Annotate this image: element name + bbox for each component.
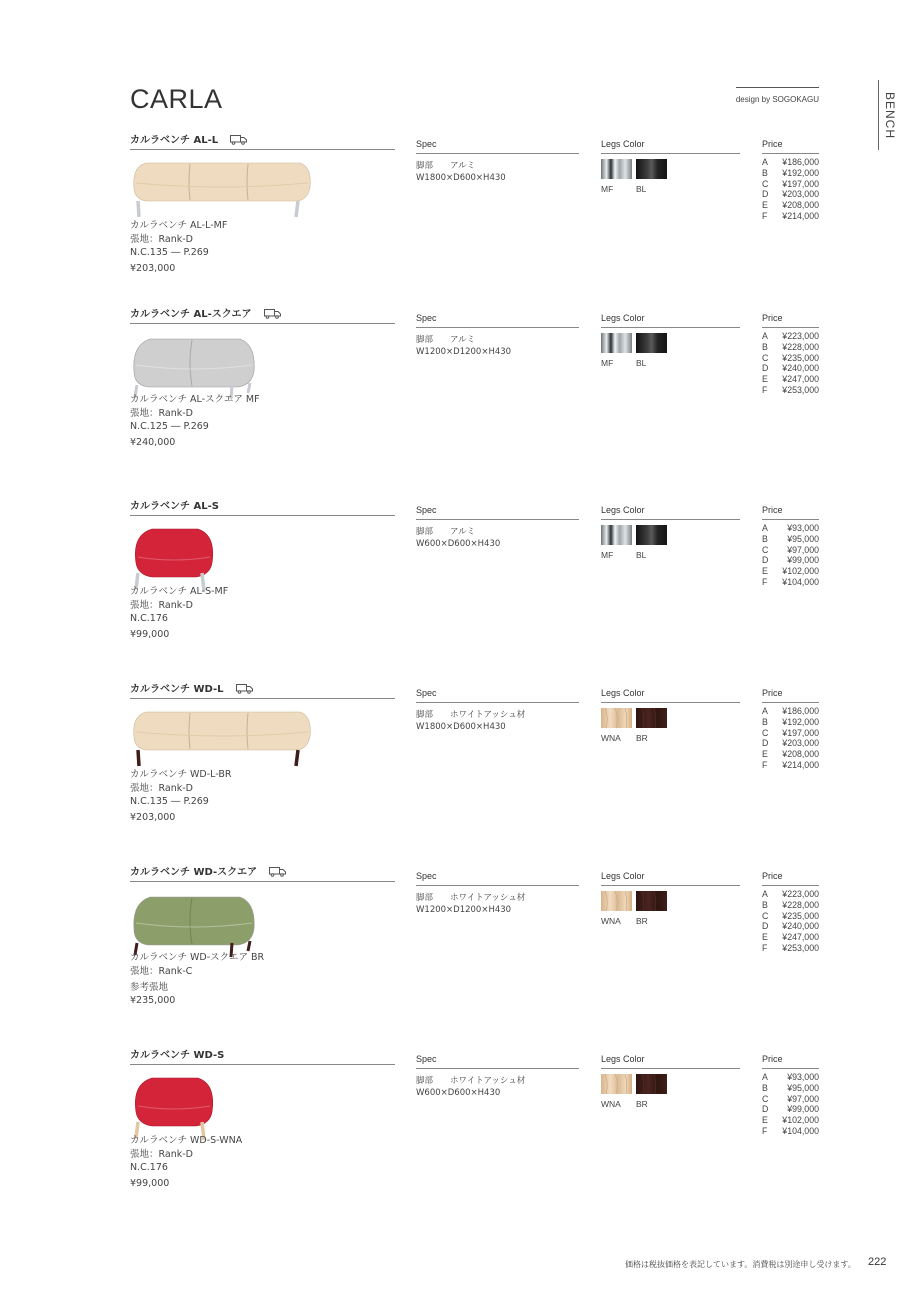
product-price: ¥99,000 (130, 629, 170, 640)
nc-reference: N.C.135 ― P.269 (130, 247, 209, 258)
nc-reference: N.C.135 ― P.269 (130, 796, 209, 807)
price-value: ¥223,000 (782, 889, 819, 899)
legs-color-rule (601, 885, 740, 886)
spec-material-value: ホワイトアッシュ材 (450, 1076, 526, 1086)
price-row (762, 577, 819, 588)
price-rank: C (762, 1093, 769, 1104)
price-row (762, 889, 819, 900)
product-title-text: カルラベンチ WD-S (130, 1050, 225, 1061)
price-value: ¥223,000 (782, 331, 819, 341)
price-rank: A (762, 523, 768, 533)
price-value: ¥208,000 (782, 749, 819, 760)
price-value: ¥197,000 (782, 178, 819, 189)
side-category-label: BENCH (883, 92, 897, 140)
page-number: 222 (868, 1256, 887, 1268)
leg-swatch-brown (636, 708, 667, 728)
product-price: ¥203,000 (130, 812, 176, 823)
price-row (762, 1072, 819, 1083)
price-rank: F (762, 942, 768, 953)
legs-color-rule (601, 153, 740, 154)
price-value: ¥253,000 (782, 384, 819, 395)
price-rank: E (762, 566, 768, 577)
price-value: ¥208,000 (782, 200, 819, 211)
price-row (762, 168, 819, 179)
price-value: ¥228,000 (782, 341, 819, 352)
price-row (762, 1126, 819, 1137)
price-row (762, 1083, 819, 1094)
price-rank: E (762, 1115, 768, 1126)
price-value: ¥186,000 (782, 706, 819, 716)
price-list (762, 889, 819, 954)
price-value: ¥203,000 (782, 189, 819, 200)
price-value: ¥247,000 (782, 374, 819, 385)
price-value: ¥247,000 (782, 932, 819, 943)
price-value: ¥253,000 (782, 942, 819, 953)
price-heading: Price (762, 1054, 783, 1064)
spec-heading: Spec (416, 688, 437, 698)
product-section (0, 305, 915, 485)
spec-rule (416, 153, 579, 154)
spec-heading: Spec (416, 313, 437, 323)
price-value: ¥93,000 (787, 1072, 819, 1082)
price-row (762, 921, 819, 932)
legs-color-heading: Legs Color (601, 313, 645, 323)
delivery-truck-icon (269, 867, 286, 880)
legs-color-heading: Legs Color (601, 1054, 645, 1064)
price-row (762, 331, 819, 342)
price-row (762, 728, 819, 739)
price-list (762, 1072, 819, 1137)
spec-material-label: 脚部 (416, 335, 434, 345)
product-model: カルラベンチ AL-S-MF (130, 586, 229, 597)
price-value: ¥214,000 (782, 759, 819, 770)
leg-code: BL (636, 550, 647, 560)
product-section (0, 131, 915, 311)
spec-material-label: 脚部 (416, 893, 434, 903)
spec-material-label: 脚部 (416, 161, 434, 171)
delivery-truck-icon (230, 135, 247, 148)
price-row (762, 911, 819, 922)
legs-color-heading: Legs Color (601, 139, 645, 149)
price-heading: Price (762, 313, 783, 323)
price-rank: C (762, 352, 769, 363)
legs-color-heading: Legs Color (601, 505, 645, 515)
price-rank: A (762, 331, 768, 341)
price-rank: B (762, 167, 768, 178)
price-rank: A (762, 706, 768, 716)
product-title-text: カルラベンチ WD-スクエア (130, 867, 257, 878)
spec-material (416, 891, 525, 903)
spec-dimensions: W1800×D600×H430 (416, 173, 506, 183)
price-rank: B (762, 533, 768, 544)
upholstery-rank: 張地：Rank-D (130, 600, 193, 611)
product-title (130, 680, 253, 697)
nc-reference: 参考張地 (130, 982, 169, 993)
price-rank: F (762, 384, 768, 395)
product-model: カルラベンチ WD-L-BR (130, 769, 232, 780)
spec-material-value: アルミ (450, 527, 476, 537)
price-rank: E (762, 749, 768, 760)
price-row (762, 363, 819, 374)
price-value: ¥203,000 (782, 738, 819, 749)
price-row (762, 374, 819, 385)
product-title-text: カルラベンチ WD-L (130, 684, 224, 695)
leg-code: MF (601, 184, 614, 194)
price-value: ¥102,000 (782, 1115, 819, 1126)
price-value: ¥95,000 (787, 1082, 819, 1093)
price-list (762, 523, 819, 588)
legs-color-rule (601, 702, 740, 703)
leg-swatch-black (636, 159, 667, 179)
product-price: ¥240,000 (130, 437, 176, 448)
price-row (762, 900, 819, 911)
product-model: カルラベンチ AL-スクエア MF (130, 394, 260, 405)
price-value: ¥228,000 (782, 899, 819, 910)
product-title-rule (130, 881, 395, 882)
price-row (762, 534, 819, 545)
spec-heading: Spec (416, 505, 437, 515)
spec-rule (416, 702, 579, 703)
price-row (762, 1104, 819, 1115)
spec-material-value: アルミ (450, 335, 476, 345)
price-rule (762, 327, 819, 328)
spec-dimensions: W1200×D1200×H430 (416, 905, 512, 915)
price-rule (762, 702, 819, 703)
price-rank: A (762, 889, 768, 899)
spec-dimensions: W600×D600×H430 (416, 1088, 501, 1098)
product-title-rule (130, 698, 395, 699)
price-rank: F (762, 1125, 768, 1136)
spec-rule (416, 519, 579, 520)
leg-code: BL (636, 184, 647, 194)
price-rank: D (762, 738, 769, 749)
delivery-truck-icon (264, 309, 281, 322)
design-credit-rule (736, 87, 819, 88)
price-row (762, 353, 819, 364)
product-title-rule (130, 149, 395, 150)
price-row (762, 385, 819, 396)
nc-reference: N.C.176 (130, 613, 168, 624)
spec-material (416, 1074, 525, 1086)
spec-material (416, 708, 525, 720)
leg-swatch-black (636, 525, 667, 545)
price-rank: D (762, 1104, 769, 1115)
price-rule (762, 153, 819, 154)
price-rank: B (762, 341, 768, 352)
product-model: カルラベンチ WD-S-WNA (130, 1135, 243, 1146)
product-section (0, 680, 915, 860)
price-rank: F (762, 576, 768, 587)
upholstery-rank: 張地：Rank-D (130, 234, 193, 245)
price-rank: E (762, 200, 768, 211)
price-value: ¥235,000 (782, 352, 819, 363)
price-rank: F (762, 759, 768, 770)
price-value: ¥97,000 (787, 1093, 819, 1104)
leg-code: BR (636, 1099, 648, 1109)
product-section (0, 497, 915, 677)
leg-swatch-white-ash (601, 708, 632, 728)
nc-reference: N.C.125 ― P.269 (130, 421, 209, 432)
price-row (762, 932, 819, 943)
price-value: ¥192,000 (782, 167, 819, 178)
price-rank: A (762, 1072, 768, 1082)
product-section (0, 863, 915, 1043)
price-rank: B (762, 716, 768, 727)
price-rank: E (762, 374, 768, 385)
price-row (762, 189, 819, 200)
spec-rule (416, 327, 579, 328)
spec-material (416, 159, 475, 171)
spec-heading: Spec (416, 1054, 437, 1064)
leg-swatch-brown (636, 891, 667, 911)
price-list (762, 157, 819, 222)
price-rule (762, 519, 819, 520)
price-row (762, 1094, 819, 1105)
leg-code: MF (601, 550, 614, 560)
price-heading: Price (762, 688, 783, 698)
spec-rule (416, 1068, 579, 1069)
leg-swatch-brown (636, 1074, 667, 1094)
price-rank: B (762, 1082, 768, 1093)
price-rank: C (762, 910, 769, 921)
price-value: ¥95,000 (787, 533, 819, 544)
price-rank: E (762, 932, 768, 943)
product-title (130, 305, 281, 322)
price-row (762, 1115, 819, 1126)
product-price: ¥99,000 (130, 1178, 170, 1189)
price-row (762, 342, 819, 353)
price-rank: D (762, 555, 769, 566)
product-price: ¥203,000 (130, 263, 176, 274)
product-title (130, 1046, 224, 1061)
product-model: カルラベンチ WD-スクエア BR (130, 952, 265, 963)
leg-code: BR (636, 916, 648, 926)
price-heading: Price (762, 505, 783, 515)
price-rule (762, 1068, 819, 1069)
spec-material-value: アルミ (450, 161, 476, 171)
upholstery-rank: 張地：Rank-D (130, 408, 193, 419)
design-credit: design by SOGOKAGU (735, 95, 819, 104)
leg-code: MF (601, 358, 614, 368)
price-rank: A (762, 157, 768, 167)
price-rule (762, 885, 819, 886)
price-value: ¥214,000 (782, 210, 819, 221)
spec-material-value: ホワイトアッシュ材 (450, 710, 526, 720)
product-title-rule (130, 323, 395, 324)
price-rank: C (762, 727, 769, 738)
price-list (762, 706, 819, 771)
leg-swatch-black (636, 333, 667, 353)
leg-swatch-white-ash (601, 891, 632, 911)
product-title (130, 497, 219, 512)
spec-material (416, 333, 475, 345)
spec-dimensions: W1800×D600×H430 (416, 722, 506, 732)
leg-code: WNA (601, 1099, 621, 1109)
spec-material (416, 525, 475, 537)
leg-code: WNA (601, 916, 621, 926)
price-value: ¥186,000 (782, 157, 819, 167)
leg-code: BL (636, 358, 647, 368)
product-section (0, 1046, 915, 1226)
legs-color-heading: Legs Color (601, 688, 645, 698)
upholstery-rank: 張地：Rank-C (130, 966, 193, 977)
product-title-text: カルラベンチ AL-スクエア (130, 309, 252, 320)
price-value: ¥235,000 (782, 910, 819, 921)
price-heading: Price (762, 139, 783, 149)
leg-swatch-aluminum (601, 159, 632, 179)
price-heading: Price (762, 871, 783, 881)
price-row (762, 760, 819, 771)
price-value: ¥102,000 (782, 566, 819, 577)
nc-reference: N.C.176 (130, 1162, 168, 1173)
price-rank: D (762, 921, 769, 932)
spec-heading: Spec (416, 871, 437, 881)
price-row (762, 157, 819, 168)
price-rank: C (762, 178, 769, 189)
price-value: ¥192,000 (782, 716, 819, 727)
price-row (762, 523, 819, 534)
price-value: ¥93,000 (787, 523, 819, 533)
leg-swatch-aluminum (601, 525, 632, 545)
spec-material-label: 脚部 (416, 527, 434, 537)
price-row (762, 706, 819, 717)
product-model: カルラベンチ AL-L-MF (130, 220, 228, 231)
leg-swatch-white-ash (601, 1074, 632, 1094)
price-value: ¥104,000 (782, 576, 819, 587)
delivery-truck-icon (236, 684, 253, 697)
spec-rule (416, 885, 579, 886)
spec-dimensions: W600×D600×H430 (416, 539, 501, 549)
price-rank: B (762, 899, 768, 910)
leg-swatch-aluminum (601, 333, 632, 353)
price-row (762, 555, 819, 566)
footer-note: 価格は税抜価格を表記しています。消費税は別途申し受けます。 (625, 1260, 856, 1269)
price-value: ¥197,000 (782, 727, 819, 738)
price-value: ¥97,000 (787, 544, 819, 555)
price-rank: C (762, 544, 769, 555)
spec-material-label: 脚部 (416, 710, 434, 720)
price-row (762, 749, 819, 760)
price-value: ¥104,000 (782, 1125, 819, 1136)
leg-code: WNA (601, 733, 621, 743)
product-title-text: カルラベンチ AL-L (130, 135, 219, 146)
product-title-text: カルラベンチ AL-S (130, 501, 219, 512)
price-value: ¥240,000 (782, 363, 819, 374)
price-row (762, 717, 819, 728)
product-price: ¥235,000 (130, 995, 176, 1006)
spec-material-label: 脚部 (416, 1076, 434, 1086)
legs-color-heading: Legs Color (601, 871, 645, 881)
spec-dimensions: W1200×D1200×H430 (416, 347, 512, 357)
price-rank: D (762, 189, 769, 200)
price-row (762, 211, 819, 222)
price-value: ¥99,000 (787, 1104, 819, 1115)
legs-color-rule (601, 327, 740, 328)
product-title-rule (130, 1064, 395, 1065)
price-value: ¥240,000 (782, 921, 819, 932)
price-list (762, 331, 819, 396)
price-row (762, 566, 819, 577)
leg-code: BR (636, 733, 648, 743)
legs-color-rule (601, 519, 740, 520)
spec-heading: Spec (416, 139, 437, 149)
upholstery-rank: 張地：Rank-D (130, 1149, 193, 1160)
page-title: CARLA (130, 84, 223, 114)
price-row (762, 943, 819, 954)
price-rank: F (762, 210, 768, 221)
product-title (130, 131, 247, 148)
price-value: ¥99,000 (787, 555, 819, 566)
price-row (762, 545, 819, 556)
product-title-rule (130, 515, 395, 516)
legs-color-rule (601, 1068, 740, 1069)
price-row (762, 179, 819, 190)
spec-material-value: ホワイトアッシュ材 (450, 893, 526, 903)
product-title (130, 863, 286, 880)
upholstery-rank: 張地：Rank-D (130, 783, 193, 794)
price-rank: D (762, 363, 769, 374)
price-row (762, 200, 819, 211)
price-row (762, 738, 819, 749)
